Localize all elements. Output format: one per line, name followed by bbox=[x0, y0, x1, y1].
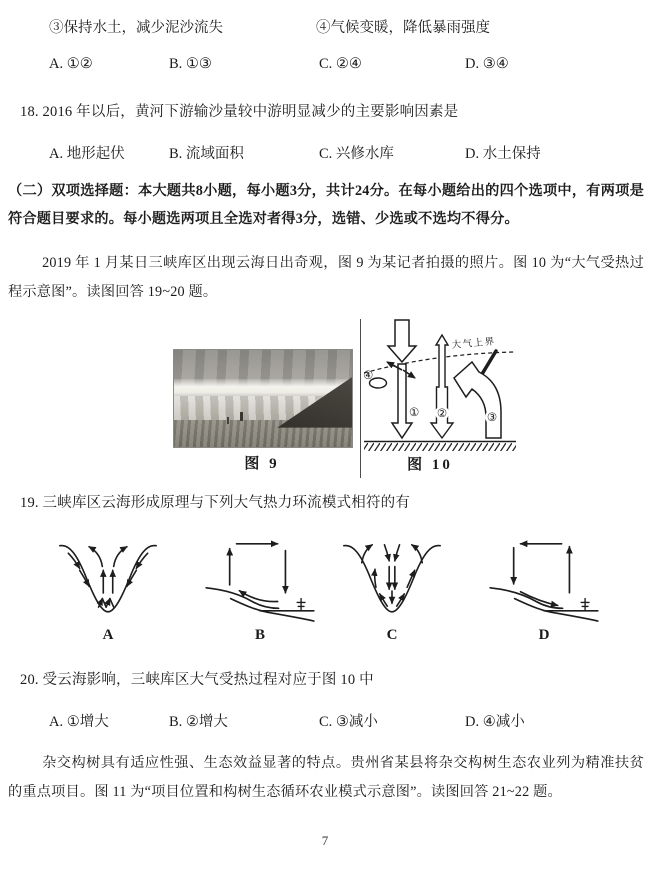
valley-floor-arrow bbox=[110, 599, 114, 608]
diagram-label-b: B bbox=[254, 627, 265, 643]
option-a: A. ①增大 bbox=[49, 714, 109, 730]
figure-divider-line bbox=[360, 319, 361, 478]
solar-radiation-arrow-icon bbox=[388, 320, 416, 362]
ground-reaching-radiation-arrow-icon bbox=[392, 364, 412, 438]
upslope-rim-arrow bbox=[362, 545, 372, 563]
prev-question-options bbox=[0, 56, 650, 76]
question-20-options bbox=[0, 710, 650, 730]
option-a: A. 地形起伏 bbox=[49, 146, 125, 162]
diagram-label-d: D bbox=[538, 627, 550, 643]
upslope-rim-arrow bbox=[412, 545, 422, 563]
question-20-stem: 20. 受云海影响，三峡库区大气受热过程对应于图 10 中 bbox=[20, 672, 374, 688]
circulation-diagram-d bbox=[487, 534, 601, 624]
option-d: D. 水土保持 bbox=[465, 146, 541, 162]
valley-floor-arrow bbox=[102, 599, 106, 608]
atmosphere-top-label: 大气上界 bbox=[451, 337, 497, 351]
diverging-top-arrow bbox=[89, 547, 102, 567]
option-d: D. ③④ bbox=[465, 56, 509, 72]
passage-hybrid-paper-mulberry: 杂交构树具有适应性强、生态效益显著的特点。贵州省某县将杂交构树生态农业列为精准扶贫的重点项目。图 11 为“项目位置和构树生态循环农业模式示意图”。读图回答 21~22 题。 bbox=[8, 755, 644, 800]
question-18-stem: 18. 2016 年以后，黄河下游输沙量较中游明显减少的主要影响因素是 bbox=[20, 104, 459, 120]
option-b: B. ②增大 bbox=[169, 714, 228, 730]
label-1: ① bbox=[409, 407, 420, 419]
option-a: A. ①② bbox=[49, 56, 93, 72]
fig10-atmosphere-heating-diagram bbox=[362, 317, 518, 453]
sinking-top-arrow bbox=[395, 545, 400, 561]
question-18-options bbox=[0, 142, 650, 162]
ground-radiation-arrow-icon bbox=[431, 335, 453, 438]
label-2: ② bbox=[436, 408, 448, 420]
prev-question-items bbox=[0, 16, 650, 36]
option-d: D. ④减小 bbox=[465, 714, 525, 730]
label-4: ④ bbox=[363, 370, 374, 382]
sinking-top-arrow bbox=[384, 545, 389, 561]
slope-line bbox=[206, 588, 278, 609]
photo-person-silhouette bbox=[227, 417, 229, 424]
fig9-photo-cloud-sea bbox=[173, 349, 353, 448]
option-c: C. ②④ bbox=[319, 56, 362, 72]
diagram-label-a: A bbox=[102, 627, 114, 643]
question-19-stem: 19. 三峡库区云海形成原理与下列大气热力环流模式相符的有 bbox=[20, 495, 411, 511]
upslope-arrow bbox=[375, 569, 376, 587]
fig9-caption: 图 9 bbox=[244, 456, 280, 472]
slope-line bbox=[490, 588, 562, 609]
option-b: B. 流域面积 bbox=[169, 146, 244, 162]
water-level-symbol bbox=[581, 599, 589, 611]
option-c: C. ③减小 bbox=[319, 714, 378, 730]
counter-radiation-arrow-icon bbox=[454, 362, 501, 438]
option-c: C. 兴修水库 bbox=[319, 146, 394, 162]
photo-person-silhouette bbox=[240, 412, 243, 421]
item-4: ④气候变暖，降低暴雨强度 bbox=[316, 20, 490, 36]
water-level-symbol bbox=[297, 599, 305, 611]
circulation-diagram-c bbox=[341, 529, 443, 621]
option-b: B. ①③ bbox=[169, 56, 212, 72]
diverging-top-arrow bbox=[114, 547, 127, 567]
fig10-caption: 图 10 bbox=[407, 457, 453, 473]
section-2-header: （二）双项选择题：本大题共8小题，每小题3分，共计24分。在每小题给出的四个选项中，有两项是符合题目要求的。每小题选两项且全选对者得3分，选错、少选或不选均不得分。 bbox=[8, 183, 644, 227]
label-3: ③ bbox=[486, 412, 498, 424]
valley-floor-arrow bbox=[106, 599, 110, 608]
page-number: 7 bbox=[321, 833, 329, 848]
passage-cloud-sea: 2019 年 1 月某日三峡库区出现云海日出奇观，图 9 为某记者拍摄的照片。图 10 为“大气受热过程示意图”。读图回答 19~20 题。 bbox=[8, 255, 644, 300]
diagram-label-c: C bbox=[386, 627, 398, 643]
circulation-diagram-a bbox=[57, 529, 159, 621]
item-3: ③保持水土，减少泥沙流失 bbox=[49, 20, 223, 36]
surface-flow-arrow bbox=[239, 591, 277, 602]
circulation-diagram-b bbox=[203, 534, 317, 624]
ground-hatching bbox=[364, 443, 516, 451]
